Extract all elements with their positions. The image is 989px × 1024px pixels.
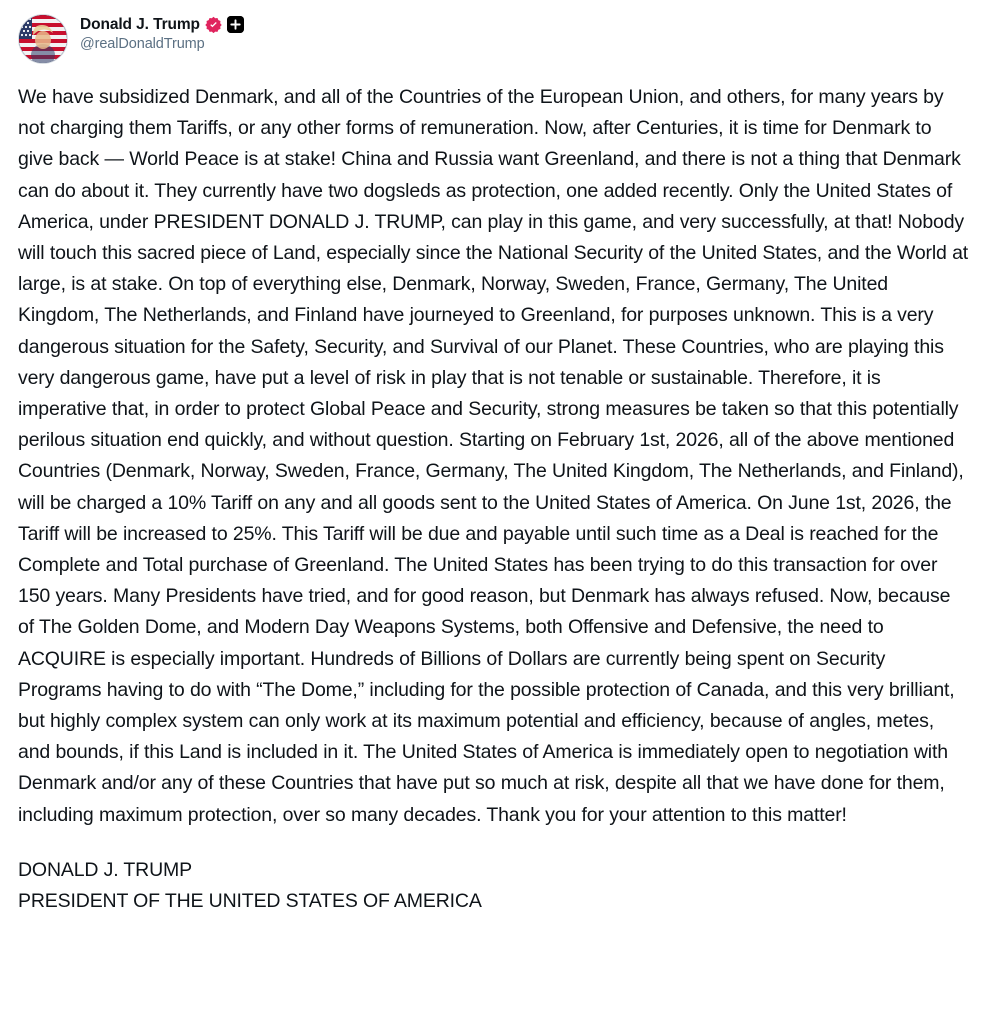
- user-avatar-flag-image: [19, 15, 67, 63]
- post-header: [18, 14, 971, 64]
- signature-name: DONALD J. TRUMP: [18, 858, 192, 881]
- plus-badge-icon: [227, 16, 244, 33]
- author-handle[interactable]: @realDonaldTrump: [80, 36, 205, 53]
- verified-check-icon: [205, 16, 222, 33]
- avatar[interactable]: [18, 14, 68, 64]
- post-body: We have subsidized Denmark, and all of the Countries of the European Union, and others, for many years by not charging them Tariffs, or any other forms of remuneration. Now, after Centuries, it is time for Denmark to give back — World Peace is at stake! China and Russia want Greenland, and there is not a thing that Denmark can do about it. They currently have two dogsleds as protection, one added recently. Only the United States of America, under PRESIDENT DONALD J. TRUMP, can play in this game, and very successfully, at that! Nobody will touch this sacred piece of Land, especially since the National Security of the United States, and the World at large, is at stake. On top of everything else, Denmark, Norway, Sweden, France, Germany, The United Kingdom, The Netherlands, and Finland have journeyed to Greenland, for purposes unknown. This is a very dangerous situation for the Safety, Security, and Survival of our Planet. These Countries, who are playing this very dangerous game, have put a level of risk in play that is not tenable or sustainable. Therefore, it is imperative that, in order to protect Global Peace and Security, strong measures be taken so that this potentially perilous situation end quickly, and without question. Starting on February 1st, 2026, all of the above mentioned Countries (Denmark, Norway, Sweden, France, Germany, The United Kingdom, The Netherlands, and Finland), will be charged a 10% Tariff on any and all goods sent to the United States of America. On June 1st, 2026, the Tariff will be increased to 25%. This Tariff will be due and payable until such time as a Deal is reached for the Complete and Total purchase of Greenland. The United States has been trying to do this transaction for over 150 years. Many Presidents have tried, and for good reason, but Denmark has always refused. Now, because of The Golden Dome, and Modern Day Weapons Systems, both Offensive and Defensive, the need to ACQUIRE is especially important. Hundreds of Billions of Dollars are currently being spent on Security Programs having to do with “The Dome,” including for the possible protection of Canada, and this very brilliant, but highly complex system can only work at its maximum potential and efficiency, because of angles, metes, and bounds, if this Land is included in it. The United States of America is immediately open to negotiation with Denmark and/or any of these Countries that have put so much at risk, despite all that we have done for them, including maximum protection, over so many decades. Thank you for your attention to this matter!: [18, 86, 969, 826]
- post-signature: [18, 855, 971, 917]
- author-name-row: [80, 16, 244, 33]
- author-identity: [80, 14, 244, 52]
- display-name[interactable]: Donald J. Trump: [80, 16, 200, 33]
- signature-title: PRESIDENT OF THE UNITED STATES OF AMERICA: [18, 890, 482, 913]
